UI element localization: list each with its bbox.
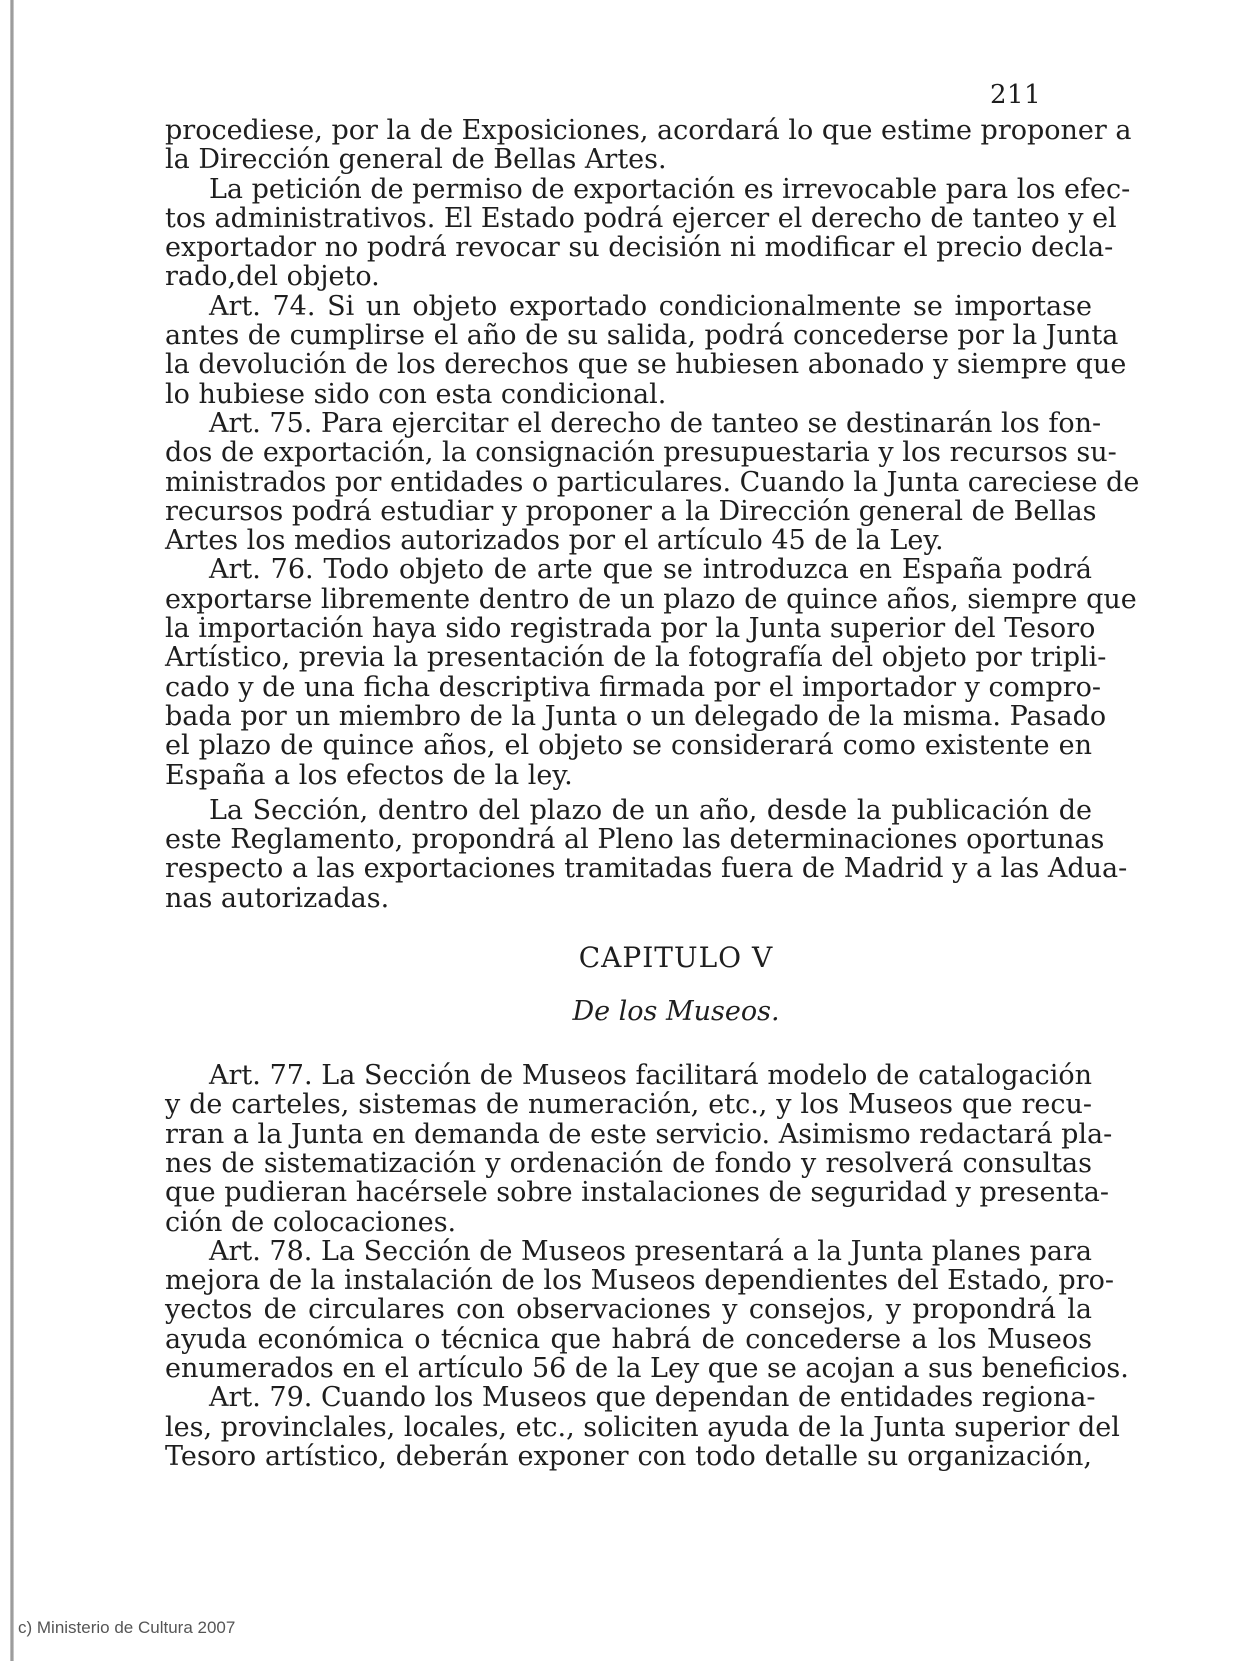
article-78 <box>165 1235 1129 1384</box>
article-75 <box>165 407 1140 557</box>
page-binding-edge <box>10 0 14 1661</box>
text-line: exportarse libremente dentro de un plazo de quince años, siempre que <box>165 583 1137 615</box>
text-line: lo hubiese sido con esta condicional. <box>165 378 667 410</box>
text-line: la devolución de los derechos que se hubiesen abonado y siempre que <box>165 349 1127 381</box>
paragraph-export-permit <box>165 173 1131 293</box>
text-line: les, provinclales, locales, etc., soliciten ayuda de la Junta superior del <box>165 1411 1120 1443</box>
text-line: que pudieran hacérsele sobre instalaciones de seguridad y presenta- <box>165 1177 1109 1209</box>
text-line: rado,del objeto. <box>165 261 380 293</box>
article-76 <box>165 554 1137 791</box>
text-line: mejora de la instalación de los Museos dependientes del Estado, pro- <box>165 1265 1114 1297</box>
text-line: ayuda económica o técnica que habrá de concederse a los Museos <box>165 1323 1092 1355</box>
text-line: y de carteles, sistemas de numeración, etc., y los Museos que recu- <box>165 1089 1092 1121</box>
text-line: rran a la Junta en demanda de este servicio. Asimismo redactará pla- <box>165 1118 1113 1150</box>
text-line: recursos podrá estudiar y proponer a la Dirección general de Bellas <box>165 495 1097 527</box>
text-line: tos administrativos. El Estado podrá ejercer el derecho de tanteo y el <box>165 202 1117 234</box>
text-line: la importación haya sido registrada por la Junta superior del Tesoro <box>165 613 1096 645</box>
text-line: procediese, por la de Exposiciones, acordará lo que estime proponer a <box>165 115 1132 146</box>
text-line: Art. 74. Si un objeto exportado condicionalmente se importase <box>209 290 1092 322</box>
text-line: respecto a las exportaciones tramitadas fuera de Madrid y a las Adua- <box>165 853 1128 885</box>
text-line: Art. 76. Todo objeto de arte que se introduzca en España podrá <box>209 554 1092 586</box>
paragraph-seccion <box>165 794 1128 914</box>
text-line: La petición de permiso de exportación es irrevocable para los efec- <box>209 173 1131 205</box>
text-line: nas autorizadas. <box>165 882 390 914</box>
article-79 <box>165 1382 1120 1472</box>
text-line: Artes los medios autorizados por el artículo 45 de la Ley. <box>165 525 944 557</box>
text-line: el plazo de quince años, el objeto se considerará como existente en <box>165 730 1092 762</box>
page-number: 211 <box>990 80 1042 110</box>
text-line: Artístico, previa la presentación de la fotografía del objeto por tripli- <box>165 642 1107 674</box>
chapter-title: CAPITULO V <box>578 941 774 975</box>
article-74 <box>165 290 1127 410</box>
text-line: yectos de circulares con observaciones y consejos, y propondrá la <box>165 1294 1092 1326</box>
text-line: nes de sistematización y ordenación de fondo y resolverá consultas <box>165 1147 1092 1179</box>
text-line: enumerados en el artículo 56 de la Ley que se acojan a sus beneficios. <box>165 1352 1129 1384</box>
text-line: este Reglamento, propondrá al Pleno las determinaciones oportunas <box>165 824 1105 856</box>
article-77 <box>165 1060 1113 1238</box>
text-line: Tesoro artístico, deberán exponer con todo detalle su organización, <box>165 1440 1092 1472</box>
text-line: Art. 79. Cuando los Museos que dependan de entidades regiona- <box>209 1382 1096 1414</box>
text-line: cado y de una ficha descriptiva firmada por el importador y compro- <box>165 671 1102 703</box>
text-line: Art. 77. La Sección de Museos facilitará modelo de catalogación <box>209 1060 1092 1092</box>
text-line: La Sección, dentro del plazo de un año, desde la publicación de <box>209 794 1092 826</box>
copyright-footer: c) Ministerio de Cultura 2007 <box>18 1618 236 1637</box>
text-line: ción de colocaciones. <box>165 1206 457 1238</box>
text-line: bada por un miembro de la Junta o un delegado de la misma. Pasado <box>165 700 1107 732</box>
chapter-subtitle: De los Museos. <box>572 996 780 1028</box>
text-line: la Dirección general de Bellas Artes. <box>165 144 667 176</box>
text-column <box>165 115 1140 1472</box>
text-line: ministrados por entidades o particulares. Cuando la Junta careciese de <box>165 466 1140 498</box>
text-line: Art. 78. La Sección de Museos presentará a la Junta planes para <box>209 1235 1092 1267</box>
text-line: antes de cumplirse el año de su salida, podrá concederse por la Junta <box>165 320 1119 352</box>
text-line: dos de exportación, la consignación presupuestaria y los recursos su- <box>165 437 1117 469</box>
text-line: Art. 75. Para ejercitar el derecho de tanteo se destinarán los fon- <box>209 407 1102 439</box>
text-line: España a los efectos de la ley. <box>165 759 573 791</box>
paragraph-continuation <box>165 115 1132 176</box>
text-line: exportador no podrá revocar su decisión ni modificar el precio decla- <box>165 232 1114 264</box>
